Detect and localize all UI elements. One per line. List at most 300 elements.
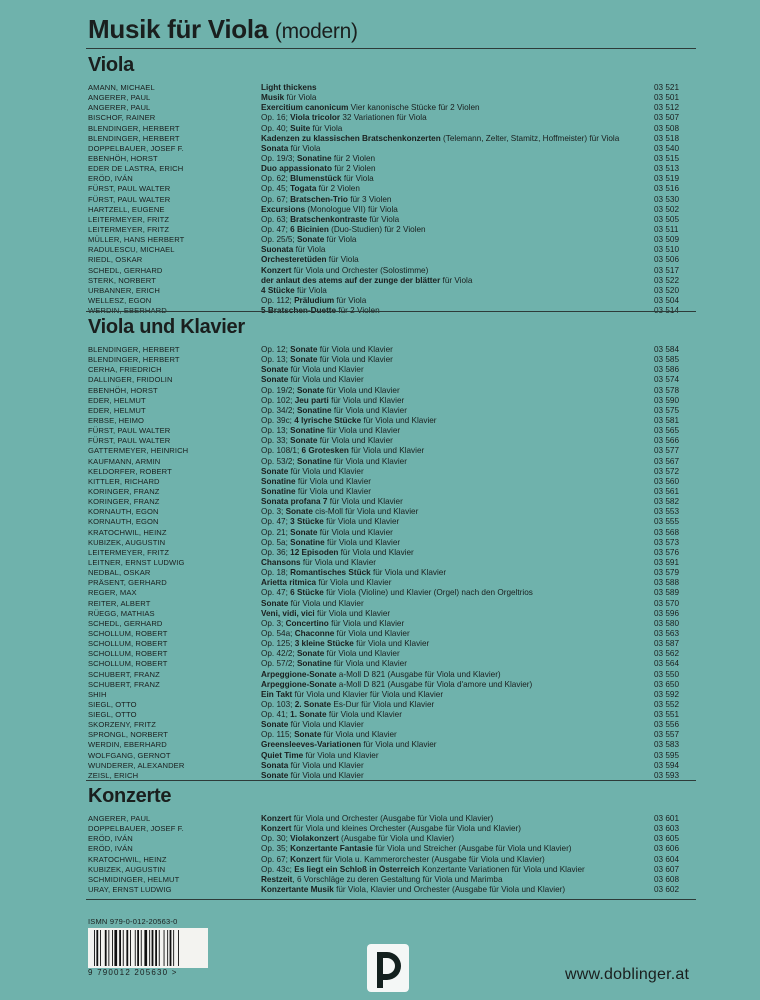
catalog-entry bbox=[88, 690, 688, 700]
catalog-entry bbox=[88, 426, 688, 436]
work-title: Bratschen-Trio bbox=[290, 194, 348, 204]
work-description bbox=[261, 517, 661, 527]
edition-number: 03 604 bbox=[654, 854, 680, 864]
work-title: Quiet Time bbox=[261, 750, 304, 760]
work-description bbox=[261, 720, 661, 730]
composer-name: BLENDINGER, HERBERT bbox=[88, 133, 180, 143]
work-title: Concertino bbox=[285, 618, 329, 628]
catalog-entry bbox=[88, 266, 688, 276]
composer-name: KORNAUTH, EGON bbox=[88, 517, 159, 527]
composer-name: FÜRST, PAUL WALTER bbox=[88, 184, 171, 194]
opus-number: Op. 35; bbox=[261, 844, 291, 854]
work-title: Greensleeves-Variationen bbox=[261, 740, 362, 750]
opus-number: Op. 62; bbox=[261, 174, 291, 184]
catalog-entry bbox=[88, 548, 688, 558]
work-description bbox=[261, 396, 661, 406]
catalog-entry bbox=[88, 538, 688, 548]
work-instrumentation: für Viola und Klavier bbox=[326, 710, 402, 720]
catalog-entry bbox=[88, 416, 688, 426]
composer-name: LEITNER, ERNST LUDWIG bbox=[88, 557, 185, 567]
composer-name: SIEGL, OTTO bbox=[88, 710, 137, 720]
work-title: Arietta ritmica bbox=[261, 578, 317, 588]
work-instrumentation: 32 Variationen für Viola bbox=[340, 113, 427, 123]
catalog-entry bbox=[88, 184, 688, 194]
work-description bbox=[261, 844, 661, 854]
composer-name: ERBSE, HEIMO bbox=[88, 415, 145, 425]
work-instrumentation: für Viola und Klavier bbox=[303, 750, 379, 760]
page-title bbox=[88, 14, 358, 45]
work-description bbox=[261, 113, 661, 123]
composer-name: SCHEDL, GERHARD bbox=[88, 265, 163, 275]
work-description bbox=[261, 225, 661, 235]
composer-name: RADULESCU, MICHAEL bbox=[88, 245, 175, 255]
work-instrumentation: für Viola und Klavier bbox=[317, 345, 393, 354]
work-instrumentation: für Viola und Klavier bbox=[316, 578, 392, 588]
composer-name: ANGERER, PAUL bbox=[88, 103, 151, 113]
work-description bbox=[261, 740, 661, 750]
work-description bbox=[261, 761, 661, 771]
edition-number: 03 578 bbox=[654, 385, 680, 395]
composer-name: ERÖD, IVÁN bbox=[88, 174, 133, 184]
edition-number: 03 568 bbox=[654, 527, 680, 537]
opus-number: Op. 103; bbox=[261, 699, 295, 709]
work-title: Ein Takt bbox=[261, 689, 293, 699]
edition-number: 03 561 bbox=[654, 486, 680, 496]
edition-number: 03 550 bbox=[654, 669, 680, 679]
work-description bbox=[261, 296, 661, 306]
work-instrumentation: (Ausgabe für Viola und Klavier) bbox=[338, 834, 455, 844]
work-description bbox=[261, 416, 661, 426]
edition-number: 03 590 bbox=[654, 395, 680, 405]
work-description bbox=[261, 670, 661, 680]
composer-name: PRÄSENT, GERHARD bbox=[88, 578, 167, 588]
work-instrumentation: für Viola bbox=[294, 285, 327, 295]
work-title: Sonatine bbox=[296, 659, 332, 669]
work-instrumentation: für Viola bbox=[326, 255, 359, 265]
edition-number: 03 513 bbox=[654, 164, 680, 174]
work-description bbox=[261, 345, 661, 355]
work-title: Sonate bbox=[261, 466, 289, 476]
work-title: 4 Stücke bbox=[261, 285, 295, 295]
edition-number: 03 585 bbox=[654, 355, 680, 365]
opus-number: Op. 53/2; bbox=[261, 456, 297, 466]
composer-name: KUBIZEK, AUGUSTIN bbox=[88, 864, 166, 874]
edition-number: 03 556 bbox=[654, 720, 680, 730]
work-title: Sonate bbox=[294, 730, 322, 740]
catalog-entry bbox=[88, 528, 688, 538]
composer-name: EDER, HELMUT bbox=[88, 395, 146, 405]
catalog-entry bbox=[88, 700, 688, 710]
work-instrumentation: für Viola und Klavier bbox=[338, 547, 414, 557]
work-instrumentation: für Viola und Klavier bbox=[317, 436, 393, 446]
catalog-entry bbox=[88, 154, 688, 164]
catalog-entry bbox=[88, 286, 688, 296]
work-title: Jeu parti bbox=[294, 395, 329, 405]
opus-number: Op. 18; bbox=[261, 568, 291, 578]
composer-name: RÜEGG, MATHIAS bbox=[88, 608, 155, 618]
work-instrumentation: für Viola und Klavier bbox=[324, 649, 400, 659]
work-instrumentation: für Viola und Klavier bbox=[331, 456, 407, 466]
edition-number: 03 574 bbox=[654, 375, 680, 385]
composer-name: DOPPELBAUER, JOSEF F. bbox=[88, 824, 184, 834]
opus-number: Op. 47; bbox=[261, 517, 291, 527]
work-title: Sonate bbox=[290, 436, 318, 446]
catalog-entry bbox=[88, 599, 688, 609]
work-title: Excursions bbox=[261, 204, 306, 214]
composer-name: BISCHOF, RAINER bbox=[88, 113, 156, 123]
work-title: Konzertante Fantasie bbox=[290, 844, 373, 854]
work-title: Musik bbox=[261, 93, 285, 103]
catalog-entry bbox=[88, 834, 688, 844]
composer-name: KAUFMANN, ARMIN bbox=[88, 456, 161, 466]
opus-number: Op. 3; bbox=[261, 618, 286, 628]
work-description bbox=[261, 497, 661, 507]
catalog-entry bbox=[88, 103, 688, 113]
edition-number: 03 577 bbox=[654, 446, 680, 456]
work-instrumentation: für Viola und Orchester (Ausgabe für Viola und Klavier) bbox=[291, 814, 494, 823]
work-description bbox=[261, 266, 661, 276]
work-description bbox=[261, 619, 661, 629]
opus-number: Op. 108/1; bbox=[261, 446, 302, 456]
composer-name: SKORZENY, FRITZ bbox=[88, 720, 157, 730]
opus-number: Op. 19/3; bbox=[261, 153, 297, 163]
edition-number: 03 594 bbox=[654, 760, 680, 770]
work-description bbox=[261, 690, 661, 700]
work-description bbox=[261, 406, 661, 416]
composer-name: SCHUBERT, FRANZ bbox=[88, 669, 160, 679]
edition-number: 03 530 bbox=[654, 194, 680, 204]
work-description bbox=[261, 286, 661, 296]
work-title: Konzert bbox=[261, 814, 292, 823]
publisher-website[interactable]: www.doblinger.at bbox=[565, 966, 690, 983]
work-title: Präludium bbox=[294, 295, 335, 305]
catalog-entry bbox=[88, 386, 688, 396]
composer-name: REITER, ALBERT bbox=[88, 598, 151, 608]
opus-number: Op. 115; bbox=[261, 730, 295, 740]
work-title: Arpeggione-Sonate bbox=[261, 669, 337, 679]
work-description bbox=[261, 710, 661, 720]
work-title: 6 Stücke bbox=[290, 588, 324, 598]
catalog-entry bbox=[88, 865, 688, 875]
work-description bbox=[261, 375, 661, 385]
composer-name: GATTERMEYER, HEINRICH bbox=[88, 446, 189, 456]
work-instrumentation: für Viola und Klavier bbox=[288, 466, 364, 476]
composer-name: FÜRST, PAUL WALTER bbox=[88, 426, 171, 436]
catalog-entry bbox=[88, 205, 688, 215]
opus-number: Op. 67; bbox=[261, 194, 291, 204]
edition-number: 03 501 bbox=[654, 93, 680, 103]
work-instrumentation: für Viola und Klavier bbox=[331, 659, 407, 669]
section-rule bbox=[86, 311, 696, 312]
work-title: 3 Stücke bbox=[290, 517, 324, 527]
work-instrumentation: Vier kanonische Stücke für 2 Violen bbox=[348, 103, 480, 113]
edition-number: 03 512 bbox=[654, 103, 680, 113]
work-title: Orchesteretüden bbox=[261, 255, 327, 265]
edition-number: 03 564 bbox=[654, 659, 680, 669]
work-title: Sonata bbox=[261, 143, 289, 153]
work-title: 2. Sonate bbox=[294, 699, 332, 709]
work-title: Sonate bbox=[285, 507, 313, 517]
edition-number: 03 570 bbox=[654, 598, 680, 608]
work-title: Blumenstück bbox=[290, 174, 342, 184]
work-instrumentation: für Viola und Klavier bbox=[295, 476, 371, 486]
work-instrumentation: für Viola und Klavier bbox=[353, 639, 430, 649]
catalog-entry bbox=[88, 578, 688, 588]
work-title: Sonate bbox=[296, 235, 325, 245]
edition-number: 03 608 bbox=[654, 874, 680, 884]
composer-name: WOLFGANG, GERNOT bbox=[88, 750, 171, 760]
work-title: 4 lyrische Stücke bbox=[294, 415, 362, 425]
opus-number: Op. 21; bbox=[261, 527, 291, 537]
opus-number: Op. 63; bbox=[261, 214, 291, 224]
edition-number: 03 591 bbox=[654, 557, 680, 567]
entry-list bbox=[88, 814, 688, 895]
entry-list bbox=[88, 83, 688, 316]
composer-name: BLENDINGER, HERBERT bbox=[88, 123, 180, 133]
work-description bbox=[261, 276, 661, 286]
work-description bbox=[261, 885, 661, 895]
edition-number: 03 562 bbox=[654, 649, 680, 659]
work-description bbox=[261, 730, 661, 740]
work-description bbox=[261, 457, 661, 467]
work-title: Exercitium canonicum bbox=[261, 103, 349, 113]
catalog-entry bbox=[88, 710, 688, 720]
work-instrumentation: für Viola und Klavier bbox=[288, 598, 364, 608]
catalog-entry bbox=[88, 814, 688, 824]
opus-number: Op. 40; bbox=[261, 123, 291, 133]
work-description bbox=[261, 134, 661, 144]
work-description bbox=[261, 875, 661, 885]
work-instrumentation: für Viola und Klavier bbox=[324, 537, 401, 547]
work-title: Sonate bbox=[261, 365, 289, 375]
composer-name: NEDBAL, OSKAR bbox=[88, 568, 151, 578]
composer-name: ANGERER, PAUL bbox=[88, 814, 151, 823]
work-description bbox=[261, 834, 661, 844]
work-title: Arpeggione-Sonate bbox=[261, 679, 337, 689]
catalog-entry bbox=[88, 225, 688, 235]
opus-number: Op. 57/2; bbox=[261, 659, 297, 669]
catalog-entry bbox=[88, 639, 688, 649]
composer-name: SCHMIDINGER, HELMUT bbox=[88, 874, 180, 884]
composer-name: BLENDINGER, HERBERT bbox=[88, 355, 180, 365]
work-title: Sonate bbox=[261, 770, 289, 780]
catalog-entry bbox=[88, 507, 688, 517]
work-instrumentation: für Viola und Klavier bbox=[288, 375, 364, 385]
work-title: Violakonzert bbox=[290, 834, 339, 844]
work-description bbox=[261, 205, 661, 215]
footer-rule bbox=[86, 899, 696, 900]
edition-number: 03 553 bbox=[654, 507, 680, 517]
work-instrumentation: für Viola und Klavier bbox=[317, 527, 393, 537]
work-description bbox=[261, 245, 661, 255]
work-title: Sonate bbox=[296, 385, 325, 395]
catalog-entry bbox=[88, 113, 688, 123]
work-instrumentation: a-Moll D 821 (Ausgabe für Viola und Klavier) bbox=[336, 669, 501, 679]
opus-number: Op. 42/2; bbox=[261, 649, 297, 659]
work-instrumentation: für Viola und Klavier bbox=[321, 730, 397, 740]
work-description bbox=[261, 548, 661, 558]
edition-number: 03 540 bbox=[654, 143, 680, 153]
work-instrumentation: für Viola und Klavier bbox=[331, 405, 407, 415]
work-instrumentation: für Viola und Klavier bbox=[361, 740, 437, 750]
catalog-entry bbox=[88, 296, 688, 306]
work-title: Sonate bbox=[290, 355, 318, 365]
work-title: Viola tricolor bbox=[290, 113, 341, 123]
work-instrumentation: für Viola und Klavier bbox=[324, 426, 401, 436]
catalog-entry bbox=[88, 740, 688, 750]
catalog-entry bbox=[88, 164, 688, 174]
edition-number: 03 565 bbox=[654, 426, 680, 436]
work-description bbox=[261, 538, 661, 548]
page-title-main: Musik für Viola bbox=[88, 14, 268, 44]
opus-number: Op. 3; bbox=[261, 507, 286, 517]
barcode-digits: 9 790012 205630 > bbox=[88, 968, 178, 977]
catalog-entry bbox=[88, 649, 688, 659]
work-instrumentation: a-Moll D 821 (Ausgabe für Viola d'amore und Klavier) bbox=[336, 679, 533, 689]
work-instrumentation: , 6 Vorschläge zu deren Gestaltung für Viola und Marimba bbox=[292, 874, 503, 884]
edition-number: 03 521 bbox=[654, 83, 680, 92]
composer-name: KRATOCHWIL, HEINZ bbox=[88, 854, 167, 864]
section-viola bbox=[88, 54, 688, 316]
opus-number: Op. 36; bbox=[261, 547, 291, 557]
opus-number: Op. 125; bbox=[261, 639, 295, 649]
edition-number: 03 586 bbox=[654, 365, 680, 375]
work-instrumentation: für Viola und Klavier bbox=[370, 568, 447, 578]
catalog-entry bbox=[88, 436, 688, 446]
work-title: Suonata bbox=[261, 245, 294, 255]
edition-number: 03 595 bbox=[654, 750, 680, 760]
composer-name: REGER, MAX bbox=[88, 588, 137, 598]
edition-number: 03 650 bbox=[654, 679, 680, 689]
edition-number: 03 508 bbox=[654, 123, 680, 133]
catalog-entry bbox=[88, 93, 688, 103]
work-description bbox=[261, 83, 661, 93]
composer-name: ZEISL, ERICH bbox=[88, 770, 139, 780]
work-instrumentation: für Viola bbox=[284, 93, 317, 103]
work-description bbox=[261, 578, 661, 588]
work-title: Veni, vidi, vici bbox=[261, 608, 315, 618]
opus-number: Op. 39c; bbox=[261, 415, 295, 425]
opus-number: Op. 45; bbox=[261, 184, 291, 194]
composer-name: EBENHÖH, HORST bbox=[88, 385, 158, 395]
composer-name: WELLESZ, EGON bbox=[88, 295, 152, 305]
opus-number: Op. 47; bbox=[261, 588, 291, 598]
catalog-entry bbox=[88, 83, 688, 93]
catalog-entry bbox=[88, 568, 688, 578]
page-title-subtitle: (modern) bbox=[274, 20, 358, 43]
work-instrumentation: für Viola und Klavier bbox=[328, 395, 405, 405]
work-title: Sonatine bbox=[261, 486, 296, 496]
composer-name: DOPPELBAUER, JOSEF F. bbox=[88, 143, 184, 153]
edition-number: 03 602 bbox=[654, 884, 680, 894]
edition-number: 03 511 bbox=[654, 224, 679, 234]
catalog-entry bbox=[88, 144, 688, 154]
work-description bbox=[261, 124, 661, 134]
composer-name: ERÖD, IVÁN bbox=[88, 844, 133, 854]
work-instrumentation: für 2 Violen bbox=[331, 153, 376, 163]
composer-name: SCHOLLUM, ROBERT bbox=[88, 628, 168, 638]
opus-number: Op. 19/2; bbox=[261, 385, 297, 395]
composer-name: SCHOLLUM, ROBERT bbox=[88, 659, 168, 669]
work-title: Romantisches Stück bbox=[290, 568, 371, 578]
work-description bbox=[261, 144, 661, 154]
work-instrumentation: für Viola und Orchester (Solostimme) bbox=[291, 265, 429, 275]
composer-name: HARTZELL, EUGENE bbox=[88, 204, 165, 214]
work-instrumentation: für 2 Violen bbox=[331, 164, 376, 174]
catalog-entry bbox=[88, 365, 688, 375]
opus-number: Op. 41; bbox=[261, 710, 291, 720]
work-instrumentation: für Viola bbox=[310, 123, 343, 133]
edition-number: 03 516 bbox=[654, 184, 680, 194]
composer-name: SCHUBERT, FRANZ bbox=[88, 679, 160, 689]
work-title: 12 Episoden bbox=[290, 547, 339, 557]
work-instrumentation: für Viola bbox=[293, 245, 326, 255]
work-title: 6 Bicinien bbox=[290, 224, 329, 234]
catalog-entry bbox=[88, 174, 688, 184]
edition-number: 03 582 bbox=[654, 497, 680, 507]
composer-name: WUNDERER, ALEXANDER bbox=[88, 760, 185, 770]
work-title: Sonatine bbox=[290, 537, 325, 547]
work-title: Sonatine bbox=[296, 456, 332, 466]
composer-name: KORINGER, FRANZ bbox=[88, 486, 160, 496]
catalog-entry bbox=[88, 355, 688, 365]
opus-number: Op. 102; bbox=[261, 395, 295, 405]
composer-name: FÜRST, PAUL WALTER bbox=[88, 436, 171, 446]
work-title: Konzert bbox=[290, 854, 321, 864]
work-description bbox=[261, 164, 661, 174]
work-description bbox=[261, 487, 661, 497]
composer-name: EDER, HELMUT bbox=[88, 405, 146, 415]
work-instrumentation: Es-Dur für Viola und Klavier bbox=[331, 699, 435, 709]
work-description bbox=[261, 103, 661, 113]
work-description bbox=[261, 467, 661, 477]
catalog-entry bbox=[88, 609, 688, 619]
edition-number: 03 566 bbox=[654, 436, 680, 446]
work-instrumentation: für Viola (Violine) und Klavier (Orgel) nach den Orgeltrios bbox=[323, 588, 533, 598]
edition-number: 03 510 bbox=[654, 245, 680, 255]
work-instrumentation: für Viola bbox=[341, 174, 374, 184]
work-instrumentation: für Viola bbox=[440, 275, 473, 285]
catalog-entry bbox=[88, 467, 688, 477]
work-title: Light thickens bbox=[261, 83, 317, 92]
work-instrumentation: (Monologue VII) für Viola bbox=[305, 204, 398, 214]
edition-number: 03 506 bbox=[654, 255, 680, 265]
work-instrumentation: für Viola bbox=[288, 143, 321, 153]
catalog-entry bbox=[88, 751, 688, 761]
composer-name: KORNAUTH, EGON bbox=[88, 507, 159, 517]
work-title: 1. Sonate bbox=[290, 710, 327, 720]
work-instrumentation: für Viola und Klavier bbox=[348, 446, 425, 456]
work-title: Sonate bbox=[261, 375, 289, 385]
composer-name: BLENDINGER, HERBERT bbox=[88, 345, 180, 354]
composer-name: FÜRST, PAUL WALTER bbox=[88, 194, 171, 204]
work-instrumentation: für Viola und Klavier bbox=[323, 517, 400, 527]
work-title: Sonatine bbox=[296, 153, 332, 163]
edition-number: 03 567 bbox=[654, 456, 680, 466]
catalog-entry bbox=[88, 730, 688, 740]
opus-number: Op. 67; bbox=[261, 854, 291, 864]
work-description bbox=[261, 215, 661, 225]
edition-number: 03 575 bbox=[654, 405, 680, 415]
work-description bbox=[261, 649, 661, 659]
edition-number: 03 584 bbox=[654, 345, 680, 354]
work-description bbox=[261, 700, 661, 710]
work-description bbox=[261, 174, 661, 184]
work-instrumentation: für Viola und Klavier bbox=[327, 497, 403, 507]
opus-number: Op. 12; bbox=[261, 345, 291, 354]
work-description bbox=[261, 426, 661, 436]
section-viola-und-klavier bbox=[88, 316, 688, 781]
